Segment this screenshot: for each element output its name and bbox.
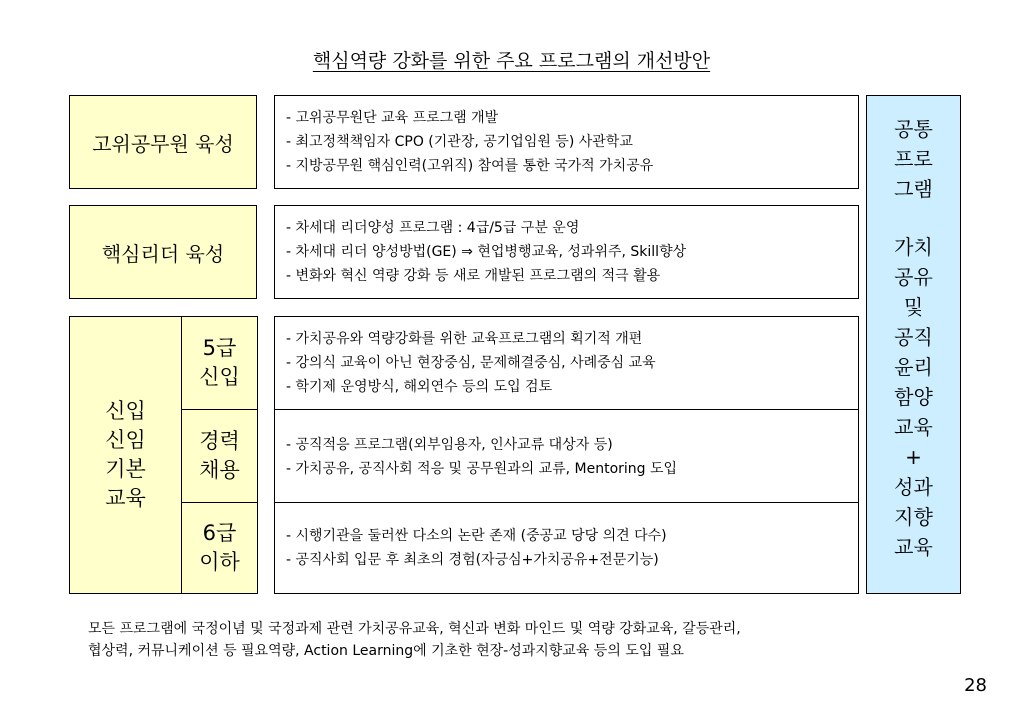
list-item: - 강의식 교육이 아닌 현장중심, 문제해결중심, 사례중심 교육	[286, 355, 656, 371]
label-senior-officials: 고위공무원 육성	[69, 95, 257, 189]
common-program-panel: 공통 프로 그램 가치 공유 및 공직 윤리 함양 교육 + 성과 지향 교육	[866, 95, 961, 594]
label-grade6-below: 6급 이하	[181, 502, 258, 594]
grade6-content	[274, 502, 859, 594]
bottom-note: 모든 프로그램에 국정이념 및 국정과제 관련 가치공유교육, 혁신과 변화 마인드 및 역량 강화교육, 갈등관리, 협상력, 커뮤니케이션 등 필요역량, Action Learning에 기초한 현장-성과지향교육 등의 도입 필요	[88, 621, 741, 659]
career-content	[274, 409, 859, 503]
list-item: - 차세대 리더 양성방법(GE) ⇒ 현업병행교육, 성과위주, Skill향상	[286, 244, 687, 260]
list-item: - 최고정책책임자 CPO (기관장, 공기업임원 등) 사관학교	[286, 134, 633, 150]
list-item: - 학기제 운영방식, 해외연수 등의 도입 검토	[286, 379, 553, 395]
label-core-leaders: 핵심리더 육성	[69, 205, 257, 299]
list-item: - 시행기관을 둘러싼 다소의 논란 존재 (중공교 당당 의견 다수)	[286, 528, 667, 544]
list-item: - 가치공유와 역량강화를 위한 교육프로그램의 획기적 개편	[286, 331, 643, 347]
label-grade5-new: 5급 신입	[181, 316, 258, 410]
list-item: - 차세대 리더양성 프로그램 : 4급/5급 구분 운영	[286, 220, 580, 236]
list-item: - 지방공무원 핵심인력(고위직) 참여를 통한 국가적 가치공유	[286, 158, 654, 174]
list-item: - 가치공유, 공직사회 적응 및 공무원과의 교류, Mentoring 도입	[286, 460, 678, 477]
slide-title: 핵심역량 강화를 위한 주요 프로그램의 개선방안	[312, 50, 711, 72]
page-number: 28	[964, 675, 987, 696]
label-newcomer-education: 신입 신임 기본 교육	[69, 316, 182, 594]
grade5-content	[274, 316, 859, 409]
list-item: - 공직사회 입문 후 최초의 경험(자긍심+가치공유+전문기능)	[286, 552, 659, 568]
core-leaders-content	[274, 205, 859, 299]
list-item: - 공직적응 프로그램(외부임용자, 인사교류 대상자 등)	[286, 436, 613, 453]
senior-officials-content	[274, 95, 859, 189]
list-item: - 변화와 혁신 역량 강화 등 새로 개발된 프로그램의 적극 활용	[286, 268, 661, 284]
list-item: - 고위공무원단 교육 프로그램 개발	[286, 110, 499, 126]
label-career-hire: 경력 채용	[181, 409, 258, 503]
